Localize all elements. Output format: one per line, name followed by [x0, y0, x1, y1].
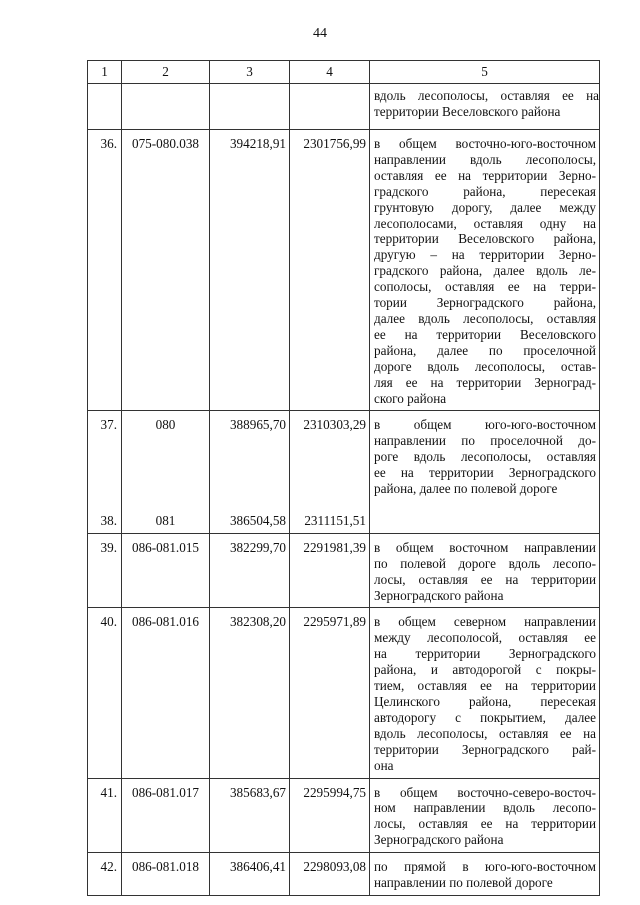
x-coordinate-cell: 382299,70 [210, 533, 290, 608]
description-line: Целинского района, пересекая [374, 694, 596, 709]
description-line: района, далее по проселочной [374, 342, 596, 358]
description-line: направлении по полевой дороге [374, 875, 553, 891]
description-line: района, и автодорогой с покры- [374, 662, 596, 678]
table-row [88, 411, 600, 501]
description-line: она [374, 757, 394, 773]
description-line: градского района, далее вдоль ле- [374, 263, 596, 279]
column-header: 5 [370, 61, 600, 84]
y-coordinate-cell: 2310303,29 [290, 411, 370, 501]
description-line: далее вдоль лесополосы, оставляя [374, 310, 596, 326]
x-coordinate-cell: 385683,67 [210, 778, 290, 853]
description-cell [370, 533, 600, 608]
description-line: по полевой дороге вдоль лесопо- [374, 555, 596, 571]
description-cell [370, 501, 600, 533]
description-line: лосы, оставляя ее на территории [374, 571, 596, 587]
column-header: 4 [290, 61, 370, 84]
description-line: территории Веселовского района [374, 103, 561, 119]
page-number: 44 [313, 26, 327, 41]
description-line: тием, оставляя ее на территории [374, 678, 596, 694]
x-coordinate-cell: 394218,91 [210, 130, 290, 411]
y-coordinate-cell: 2301756,99 [290, 130, 370, 411]
column-header: 3 [210, 61, 290, 84]
description-line: в общем восточном направлении [374, 539, 596, 555]
description-cell [370, 608, 600, 778]
row-number-cell: 36. [88, 130, 122, 411]
table-row [88, 130, 600, 411]
x-coordinate-cell: 386406,41 [210, 853, 290, 896]
description-line: ляя ее на территории Зерноград- [374, 374, 596, 390]
point-code-cell: 080 [122, 411, 210, 501]
point-code-cell: 075-080.038 [122, 130, 210, 411]
description-line: другую – на территории Зерно- [374, 247, 596, 263]
point-code-cell: 086-081.015 [122, 533, 210, 608]
y-coordinate-cell: 2295971,89 [290, 608, 370, 778]
description-line: ского района [374, 390, 447, 406]
description-cell [370, 130, 600, 411]
description-line: дороге вдоль лесополосы, остав- [374, 358, 596, 374]
point-code-cell: 086-081.016 [122, 608, 210, 778]
description-line: на территории Зерноградского [374, 646, 596, 662]
description-line: грунтовую дорогу, далее между [374, 199, 596, 215]
column-header: 2 [122, 61, 210, 84]
x-coordinate-cell: 388965,70 [210, 411, 290, 501]
description-line: вдоль лесополосы, оставляя ее на [374, 88, 599, 103]
continuation-description [370, 84, 600, 130]
y-coordinate-cell: 2298093,08 [290, 853, 370, 896]
table-row [88, 608, 600, 778]
description-cell [370, 853, 600, 896]
row-number-cell: 41. [88, 778, 122, 853]
boundary-table [87, 60, 600, 896]
continuation-row [88, 84, 600, 130]
description-line: Зерноградского района [374, 587, 504, 603]
x-coordinate-cell: 382308,20 [210, 608, 290, 778]
table-row [88, 501, 600, 533]
description-line: в общем восточно-северо-восточ- [374, 784, 596, 800]
description-line: ном направлении вдоль лесопо- [374, 800, 596, 816]
column-header: 1 [88, 61, 122, 84]
y-coordinate-cell: 2291981,39 [290, 533, 370, 608]
point-code-cell: 081 [122, 501, 210, 533]
description-line: направлении вдоль лесополосы, [374, 151, 596, 167]
description-line: лосы, оставляя ее на территории [374, 816, 596, 832]
x-coordinate-cell: 386504,58 [210, 501, 290, 533]
description-line: территории Веселовского района, [374, 231, 596, 247]
description-line: ее на территории Веселовского [374, 326, 596, 342]
table-row [88, 533, 600, 608]
description-line: ее на территории Зерноградского [374, 465, 596, 481]
description-cell [370, 778, 600, 853]
description-line: автодорогу с покрытием, далее [374, 709, 596, 725]
y-coordinate-cell: 2295994,75 [290, 778, 370, 853]
description-line: в общем восточно-юго-восточном [374, 136, 596, 151]
row-number-cell: 40. [88, 608, 122, 778]
description-line: вдоль лесополосы, оставляя ее на [374, 725, 596, 741]
point-code-cell: 086-081.017 [122, 778, 210, 853]
row-number-cell: 42. [88, 853, 122, 896]
y-coordinate-cell: 2311151,51 [290, 501, 370, 533]
table-row [88, 853, 600, 896]
table-header-row [88, 61, 600, 84]
description-line: роге вдоль лесополосы, оставляя [374, 449, 596, 465]
description-line: в общем северном направлении [374, 614, 596, 630]
row-number-cell: 39. [88, 533, 122, 608]
description-line: градского района, пересекая [374, 183, 596, 199]
description-line: района, далее по полевой дороге [374, 481, 558, 497]
description-line: сополосы, оставляя ее на терри- [374, 279, 596, 295]
description-cell [370, 411, 600, 501]
table-row [88, 778, 600, 853]
description-line: Зерноградского района [374, 832, 504, 848]
point-code-cell: 086-081.018 [122, 853, 210, 896]
row-number-cell: 38. [88, 501, 122, 533]
description-line: направлении по проселочной до- [374, 433, 596, 449]
description-line: по прямой в юго-юго-восточном [374, 859, 596, 875]
row-number-cell: 37. [88, 411, 122, 501]
description-line: оставляя ее на территории Зерно- [374, 167, 596, 183]
description-line: между лесополосой, оставляя ее [374, 630, 596, 646]
description-line: в общем юго-юго-восточном [374, 417, 596, 433]
description-line: тории Зерноградского района, [374, 295, 596, 311]
description-line: территории Зерноградского рай- [374, 741, 596, 757]
description-line: лесополосами, оставляя одну на [374, 215, 596, 231]
